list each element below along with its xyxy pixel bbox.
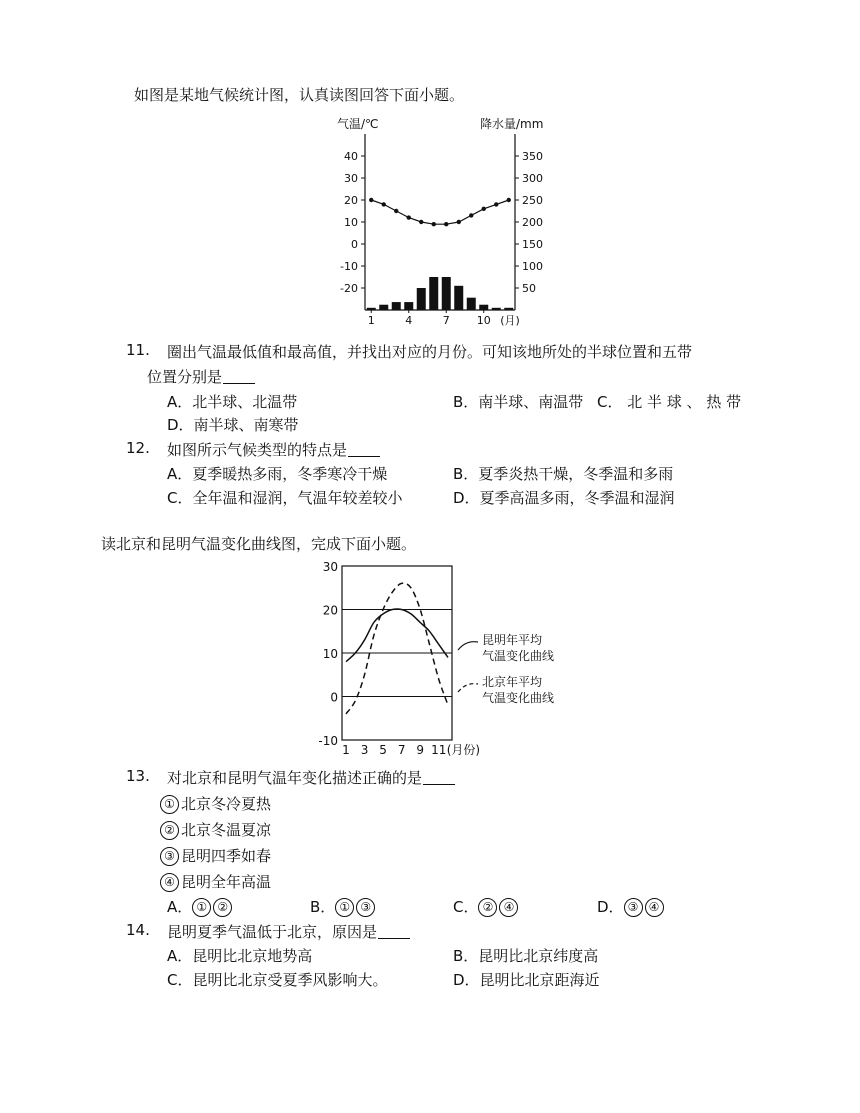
left-tick-label: 20	[344, 194, 358, 207]
q11-option-c[interactable]: C． 北 半 球 、 热 带	[597, 393, 742, 411]
temperature-point	[369, 198, 373, 202]
q11-text-line2	[147, 366, 255, 387]
intro-text-1: 如图是某地气候统计图，认真读图回答下面小题。	[134, 86, 465, 104]
right-tick-label: 50	[522, 282, 536, 295]
left-tick-label: -20	[340, 282, 358, 295]
x-tick-label: 4	[405, 314, 413, 327]
bk-legend-kunming-leader	[458, 642, 478, 650]
q13-stem	[167, 767, 455, 788]
bk-legend-beijing-line1: 北京年平均	[482, 675, 543, 689]
right-tick-label: 300	[522, 172, 543, 185]
q13-option-b[interactable]	[310, 896, 377, 917]
q13-text: 对北京和昆明气温年变化描述正确的是	[167, 769, 423, 787]
q11-text: 位置分别是	[147, 368, 223, 386]
temperature-point	[444, 222, 448, 226]
q12-answer-blank[interactable]	[348, 441, 380, 457]
precip-bar	[492, 308, 501, 310]
q11-answer-blank[interactable]	[223, 368, 255, 384]
kunming-temperature-curve	[346, 609, 448, 662]
precip-bar	[504, 308, 513, 310]
bk-x-tick-label: 1	[342, 743, 350, 757]
beijing-temperature-curve	[346, 583, 448, 714]
q14-stem	[167, 921, 410, 942]
bk-y-tick-label: 0	[330, 690, 338, 705]
q11-option-b[interactable]: B．南半球、南温带	[453, 393, 584, 411]
circled-number-2: ②	[478, 898, 497, 917]
q14-answer-blank[interactable]	[378, 923, 410, 939]
bk-legend-kunming-line1: 昆明年平均	[482, 633, 543, 647]
q13-option-a[interactable]	[167, 896, 234, 917]
left-tick-label: 0	[351, 238, 358, 251]
precip-bar	[379, 305, 388, 310]
circled-number-2: ②	[160, 821, 179, 840]
precip-bar	[367, 308, 376, 310]
temperature-point	[407, 215, 411, 219]
precip-bar	[454, 286, 463, 310]
q13-option-d-label: D．	[597, 898, 624, 916]
right-tick-label: 250	[522, 194, 543, 207]
left-tick-label: -10	[340, 260, 358, 273]
q13-statement-4-text: 昆明全年高温	[181, 873, 272, 891]
bk-y-tick-label: 30	[322, 560, 338, 574]
bk-legend-beijing-line2: 气温变化曲线	[482, 691, 555, 705]
left-axis-title: 气温/℃	[337, 117, 379, 131]
circled-number-3: ③	[356, 898, 375, 917]
q13-statement-1	[160, 793, 271, 814]
right-axis-title: 降水量/mm	[480, 117, 544, 131]
q12-stem	[167, 439, 380, 460]
circled-number-3: ③	[160, 847, 179, 866]
q12-option-d[interactable]: D．夏季高温多雨，冬季温和湿润	[453, 489, 675, 507]
q13-statement-3-text: 昆明四季如春	[181, 847, 272, 865]
bk-legend-beijing-leader	[458, 684, 478, 692]
right-tick-label: 100	[522, 260, 543, 273]
q13-statement-4	[160, 871, 271, 892]
right-tick-label: 200	[522, 216, 543, 229]
left-tick-label: 40	[344, 150, 358, 163]
q11-number: 11.	[126, 341, 150, 359]
circled-number-2: ②	[213, 898, 232, 917]
temperature-point	[419, 220, 423, 224]
precip-bar	[392, 302, 401, 310]
x-tick-label: 10	[476, 314, 491, 327]
q14-number: 14.	[126, 921, 150, 939]
temperature-point	[457, 220, 461, 224]
bk-x-tick-label: 9	[416, 743, 425, 757]
bk-x-tick-label: 11	[431, 743, 447, 757]
q13-answer-blank[interactable]	[423, 769, 455, 785]
q13-option-b-label: B．	[310, 898, 336, 916]
circled-number-4: ④	[645, 898, 664, 917]
bk-y-tick-label: -10	[318, 734, 338, 748]
bk-x-tick-label: 3	[360, 743, 369, 757]
bk-x-axis-unit: (月份)	[446, 743, 481, 757]
q13-statement-2-text: 北京冬温夏凉	[181, 821, 272, 839]
precip-bar	[467, 298, 476, 310]
q14-option-d[interactable]: D．昆明比北京距海近	[453, 971, 600, 989]
beijing-kunming-chart	[310, 558, 600, 758]
q12-number: 12.	[126, 439, 150, 457]
q12-option-c[interactable]: C．全年温和湿润，气温年较差较小	[167, 489, 403, 507]
intro-text-2: 读北京和昆明气温变化曲线图，完成下面小题。	[101, 535, 417, 553]
circled-number-1: ①	[160, 795, 179, 814]
circled-number-1: ①	[192, 898, 211, 917]
precip-bar	[429, 277, 438, 310]
q13-option-d[interactable]	[597, 896, 666, 917]
circled-number-4: ④	[499, 898, 518, 917]
q12-option-a[interactable]: A．夏季暖热多雨，冬季寒冷干燥	[167, 465, 388, 483]
temperature-point	[432, 222, 436, 226]
left-tick-label: 30	[344, 172, 358, 185]
q14-option-c[interactable]: C．昆明比北京受夏季风影响大。	[167, 971, 388, 989]
q13-statement-3	[160, 845, 271, 866]
right-tick-label: 350	[522, 150, 543, 163]
q11-option-a[interactable]: A．北半球、北温带	[167, 393, 298, 411]
temperature-point	[382, 202, 386, 206]
q12-text: 如图所示气候类型的特点是	[167, 441, 348, 459]
x-tick-label: 7	[442, 314, 450, 327]
x-tick-label: 1	[367, 314, 375, 327]
bk-x-tick-label: 5	[379, 743, 387, 757]
climate-chart	[330, 112, 570, 332]
circled-number-4: ④	[160, 873, 179, 892]
q13-statement-2	[160, 819, 271, 840]
temperature-line	[371, 200, 509, 224]
q14-option-a[interactable]: A．昆明比北京地势高	[167, 947, 313, 965]
temperature-point	[394, 209, 398, 213]
q11-text-line1: 圈出气温最低值和最高值，并找出对应的月份。可知该地所处的半球位置和五带	[167, 343, 693, 361]
bk-y-tick-label: 20	[322, 603, 338, 618]
precip-bar	[442, 277, 451, 310]
temperature-point	[494, 202, 498, 206]
q13-number: 13.	[126, 767, 150, 785]
temperature-point	[507, 198, 511, 202]
temperature-point	[469, 213, 473, 217]
q14-option-b[interactable]: B．昆明比北京纬度高	[453, 947, 599, 965]
bk-legend-kunming-line2: 气温变化曲线	[482, 649, 555, 663]
q13-option-c[interactable]	[453, 896, 520, 917]
x-axis-unit: (月)	[500, 314, 520, 327]
precip-bar	[417, 288, 426, 310]
q13-statement-1-text: 北京冬冷夏热	[181, 795, 272, 813]
temperature-point	[482, 207, 486, 211]
q13-option-c-label: C．	[453, 898, 479, 916]
bk-x-tick-label: 7	[397, 743, 406, 757]
circled-number-1: ①	[335, 898, 354, 917]
circled-number-3: ③	[624, 898, 643, 917]
q12-option-b[interactable]: B．夏季炎热干燥，冬季温和多雨	[453, 465, 674, 483]
q11-option-d[interactable]: D．南半球、南寒带	[167, 416, 299, 434]
q14-text: 昆明夏季气温低于北京，原因是	[167, 923, 378, 941]
right-tick-label: 150	[522, 238, 543, 251]
q13-option-a-label: A．	[167, 898, 193, 916]
bk-y-tick-label: 10	[322, 647, 338, 661]
precip-bar	[479, 305, 488, 310]
left-tick-label: 10	[344, 216, 358, 229]
precip-bar	[404, 302, 413, 310]
